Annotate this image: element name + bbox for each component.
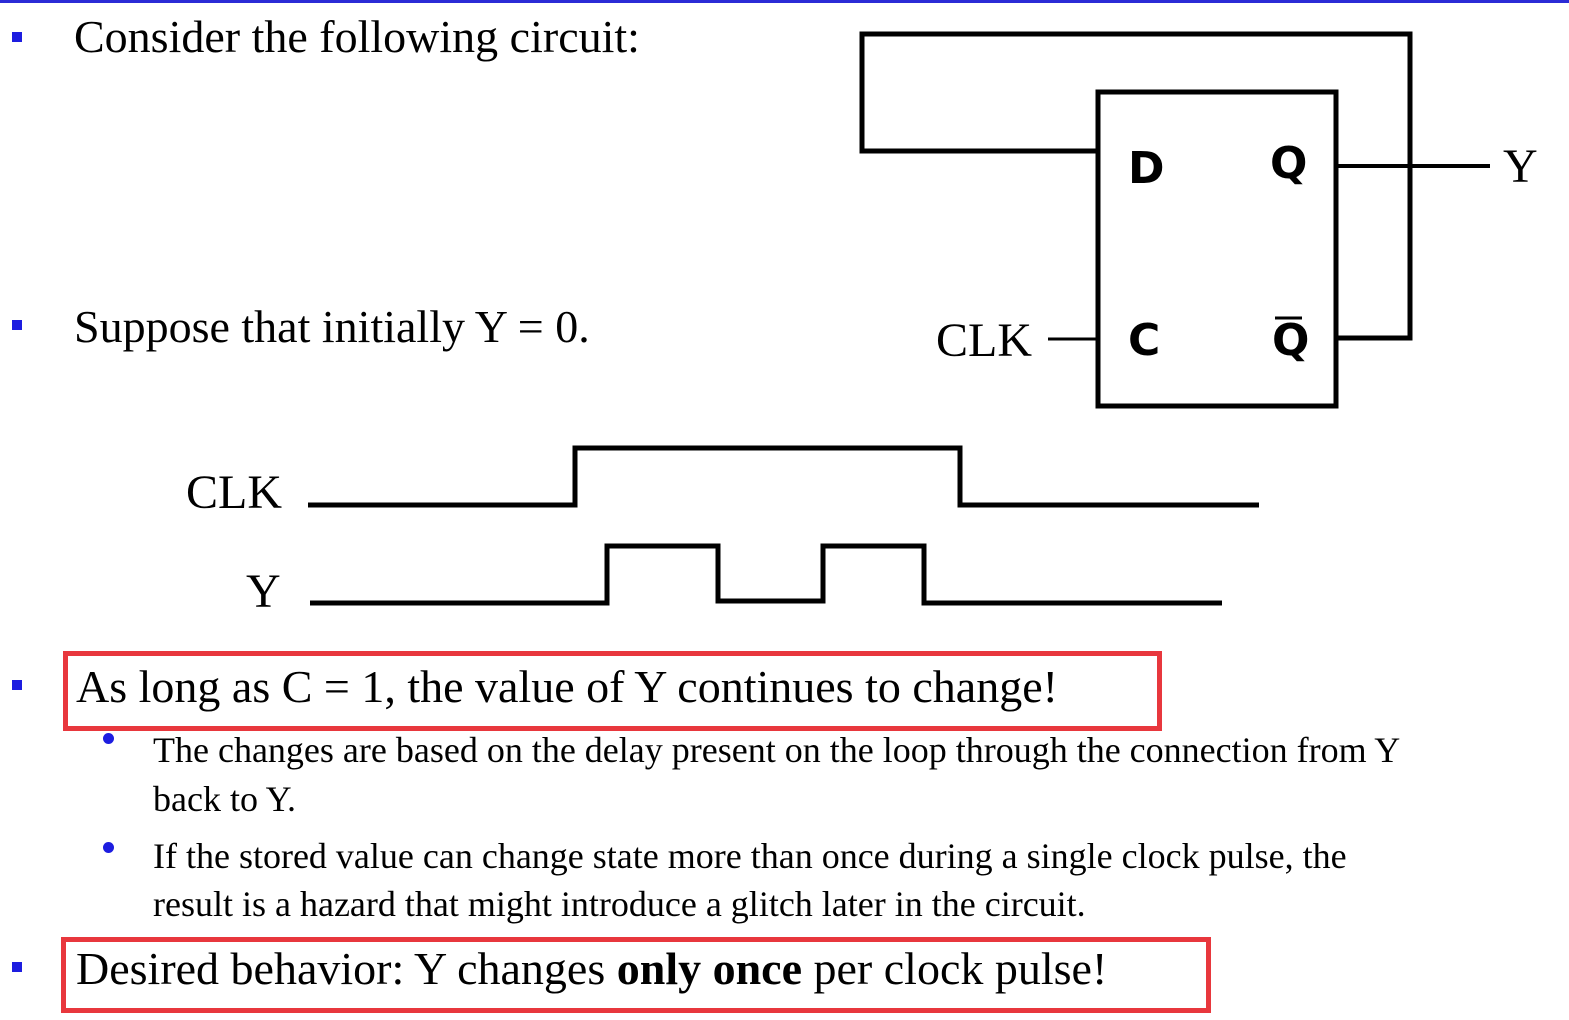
pin-qbar-label: Q <box>1272 315 1310 366</box>
pin-c-label: C <box>1128 315 1161 366</box>
pin-d-label: D <box>1128 143 1165 194</box>
sub-bullet-hazard-line1: If the stored value can change state more than once during a single clock pulse, the <box>153 836 1347 876</box>
timing-clk-label: CLK <box>186 466 282 519</box>
sub-bullet-dot <box>103 733 114 744</box>
sub-bullet-dot <box>103 842 114 853</box>
bullet-desired <box>76 942 1107 995</box>
bullet-suppose: Suppose that initially Y = 0. <box>74 301 590 352</box>
bullet-marker <box>12 680 22 690</box>
y-waveform <box>310 546 1222 603</box>
sub-bullet-delay-line2: back to Y. <box>153 779 296 819</box>
bullet-as-long: As long as C = 1, the value of Y continues to change! <box>76 661 1058 712</box>
sub-bullet-delay-line1: The changes are based on the delay present on the loop through the connection from Y <box>153 730 1401 770</box>
circuit-clk-label: CLK <box>936 314 1032 367</box>
circuit-y-label: Y <box>1503 140 1538 193</box>
desired-prefix: Desired behavior: Y changes <box>76 943 617 994</box>
bullet-marker <box>12 962 22 972</box>
pin-q-label: Q <box>1270 138 1308 189</box>
timing-y-label: Y <box>246 565 281 618</box>
desired-emphasis: only once <box>616 943 803 994</box>
clk-waveform <box>308 448 1259 505</box>
desired-suffix: per clock pulse! <box>802 943 1108 994</box>
bullet-consider: Consider the following circuit: <box>74 11 640 62</box>
sub-bullet-hazard-line2: result is a hazard that might introduce a glitch later in the circuit. <box>153 884 1086 924</box>
